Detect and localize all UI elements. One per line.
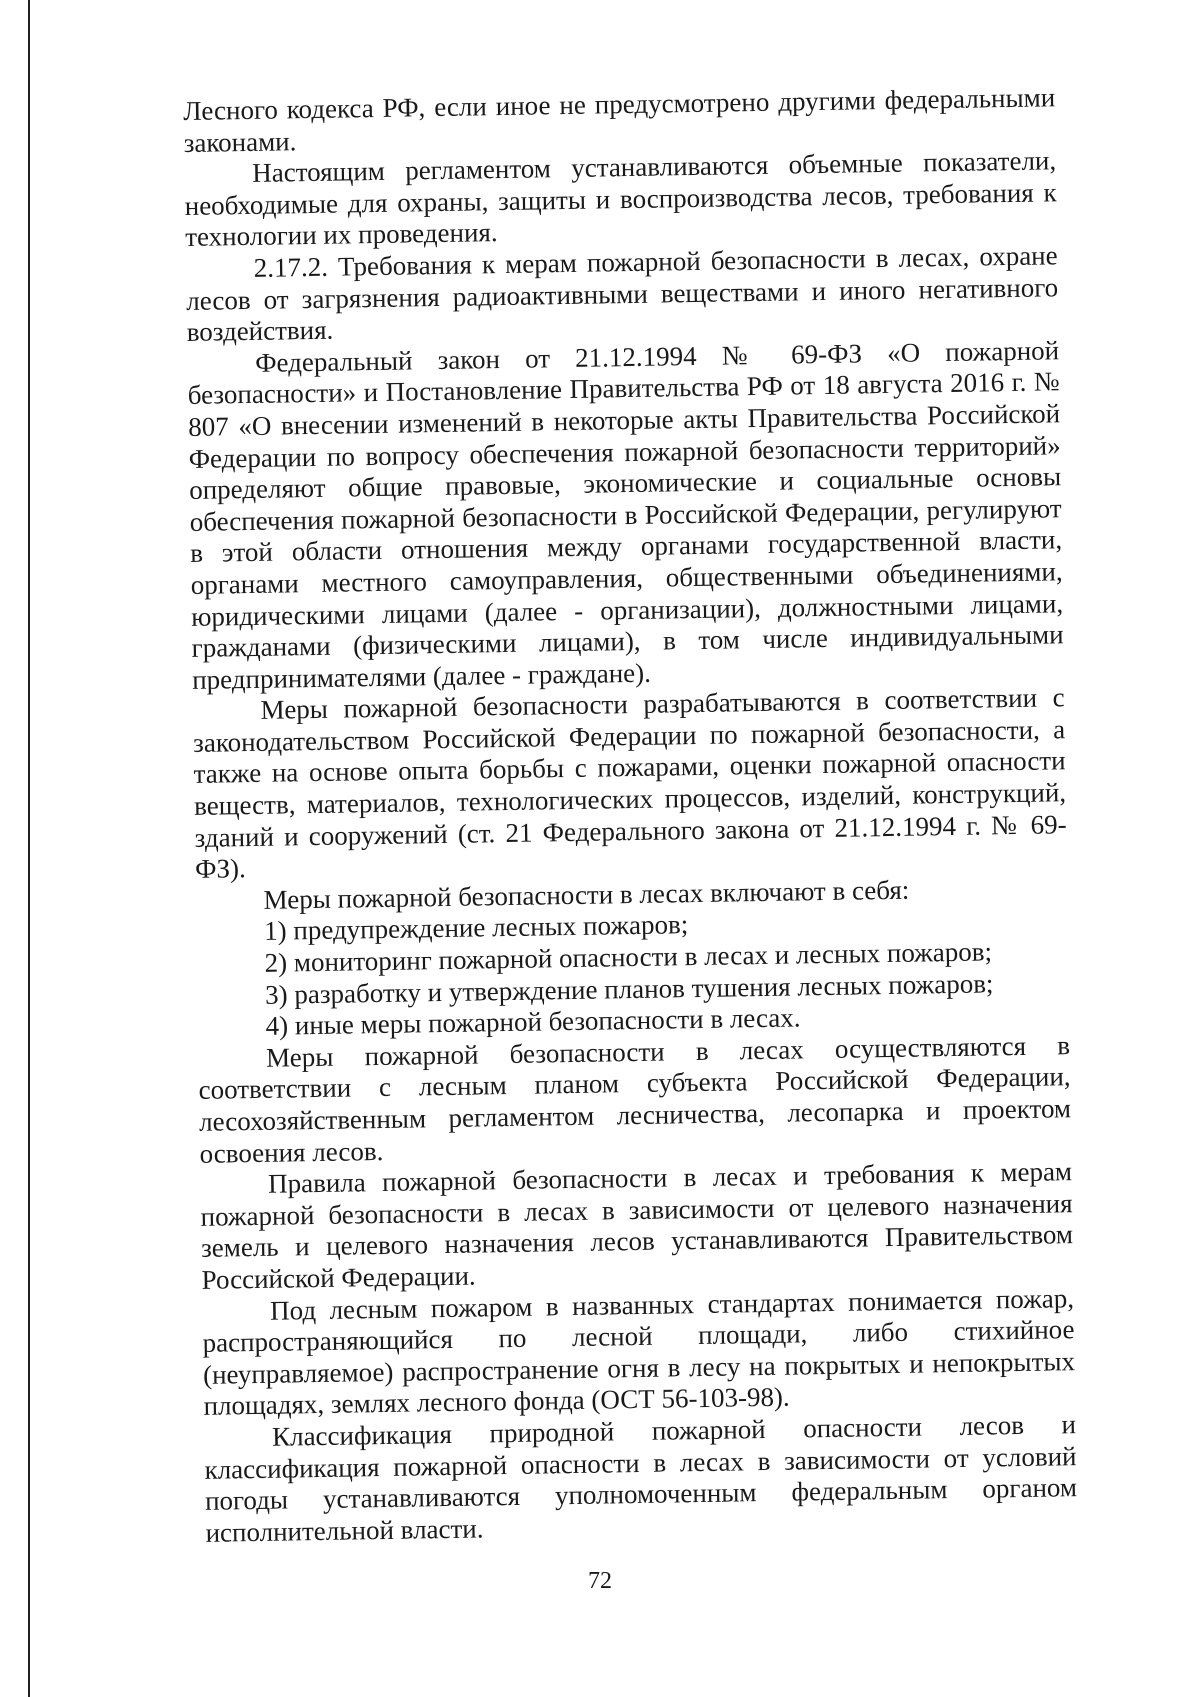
list-item: 2) мониторинг пожарной опасности в лесах и лесных пожаров; <box>264 936 993 978</box>
list-item: 1) предупреждение лесных пожаров; <box>263 909 689 947</box>
paragraph-continuation: Лесного кодекса РФ, если иное не предусмотрено другими федеральными законами. <box>183 82 1056 158</box>
paragraph: Меры пожарной безопасности в лесах осуществляются в соответствии с лесным планом субъекта Российской Федерации, лесохозяйственным регламентом лесничества, лесопарка и проектом освоения лесов. <box>198 1029 1072 1169</box>
paragraph: Федеральный закон от 21.12.1994 № 69-ФЗ «О пожарной безопасности» и Постановление Правительства РФ от 18 августа 2016 г. № 807 «О внесении изменений в некоторые акты Правительства Российской Федерации по вопросу обеспечения пожарной безопасности территорий» определяют общие правовые, экономические и социальные основы обеспечения пожарной безопасности в Российской Федерации, регулируют в этой области отношения между органами государственной власти, органами местного самоуправления, общественными объединениями, юридическими лицами (далее - организации), должностными лицами, гражданами (физическими лицами), в том числе индивидуальными предпринимателями (далее - граждане). <box>187 335 1064 695</box>
paragraph: Меры пожарной безопасности в лесах включают в себя: <box>263 874 910 915</box>
paragraph: Правила пожарной безопасности в лесах и требования к мерам пожарной безопасности в лесах в зависимости от целевого назначения земель и целевого назначения лесов устанавливаются Правительством Российской Федерации. <box>200 1156 1074 1295</box>
page-binding-edge <box>28 0 30 1697</box>
document-body <box>183 82 1078 1549</box>
section-heading-2-17-2: 2.17.2. Требования к мерам пожарной безопасности в лесах, охране лесов от загрязнения радиоактивными веществами и иного негативного воздействия. <box>185 240 1059 348</box>
paragraph: Настоящим регламентом устанавливаются объемные показатели, необходимые для охраны, защиты и воспроизводства лесов, требования к технологии их проведения. <box>184 145 1057 253</box>
paragraph: Меры пожарной безопасности разрабатываются в соответствии с законодательством Российской Федерации по пожарной безопасности, а также на основе опыта борьбы с пожарами, оценки пожарной опасности веществ, материалов, технологических процессов, изделий, конструкций, зданий и сооружений (ст. 21 Федерального закона от 21.12.1994 г. № 69-ФЗ). <box>192 682 1067 885</box>
list-item: 3) разработку и утверждение планов тушения лесных пожаров; <box>264 968 994 1010</box>
list-item: 4) иные меры пожарной безопасности в лесах. <box>265 1002 801 1042</box>
paragraph: Под лесным пожаром в названных стандартах понимается пожар, распространяющийся по лесной площади, либо стихийное (неуправляемое) распространение огня в лесу на покрытых и непокрытых площадях, землях лесного фонда (ОСТ 56-103-98). <box>202 1282 1076 1422</box>
page-number: 72 <box>588 1568 612 1594</box>
paragraph: Классификация природной пожарной опасности лесов и классификация пожарной опасности в лесах в зависимости от условий погоды устанавливаются уполномоченным федеральным органом исполнительной власти. <box>204 1409 1078 1548</box>
